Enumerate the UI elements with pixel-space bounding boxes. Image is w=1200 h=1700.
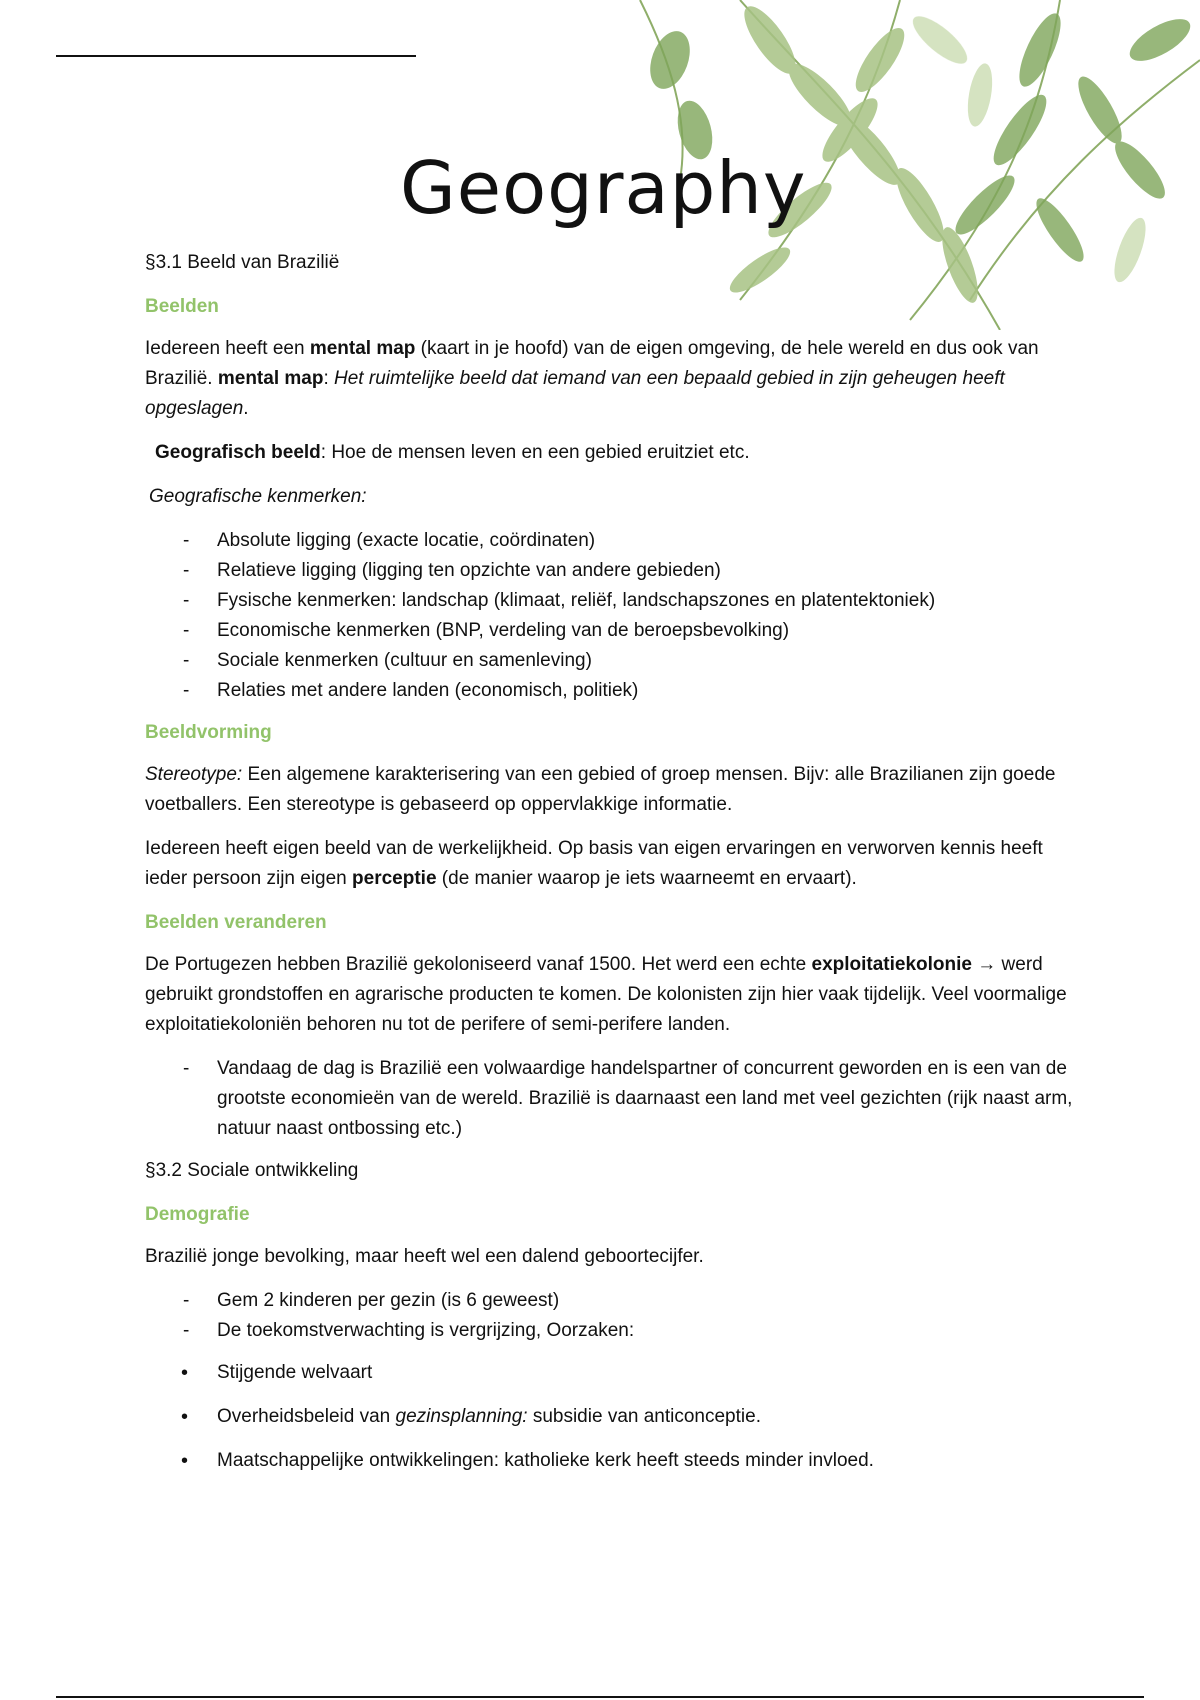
term-perceptie: perceptie (352, 868, 437, 889)
page-title: Geography (400, 146, 807, 230)
list-item: - Vandaag de dag is Brazilië een volwaardige handelspartner of concurrent geworden en is een van de grootste economieën van de wereld. Brazilië is daarnaast een land met veel gezichten (rijk naast arm, natuur naast ontbossing etc.) (145, 1054, 1075, 1144)
list-item: - De toekomstverwachting is vergrijzing, Oorzaken: (145, 1316, 1075, 1346)
term-gezinsplanning: gezinsplanning: (395, 1406, 528, 1427)
text-fragment: Een algemene karakterisering van een gebied of groep mensen. Bijv: alle Brazilianen zijn goede voetballers. Een stereotype is gebaseerd op oppervlakkige informatie. (145, 764, 1056, 815)
veranderen-list (145, 1054, 1075, 1144)
text-fragment: (de manier waarop je iets waarneemt en ervaart). (436, 868, 857, 889)
text-fragment: → werd gebruikt grondstoffen en agrarische producten te komen. De kolonisten zijn hier vaak tijdelijk. Veel voormalige exploitatiekoloniën behoren nu tot de perifere of semi-perifere landen. (145, 954, 1067, 1035)
text-fragment: Overheidsbeleid van (217, 1406, 396, 1427)
paragraph-stereotype (145, 760, 1075, 820)
list-item: - Relatieve ligging (ligging ten opzichte van andere gebieden) (145, 556, 1075, 586)
term-exploitatiekolonie: exploitatiekolonie (811, 954, 972, 975)
paragraph-perceptie (145, 834, 1075, 894)
paragraph-demografie: Brazilië jonge bevolking, maar heeft wel een dalend geboortecijfer. (145, 1246, 704, 1267)
list-item: • Maatschappelijke ontwikkelingen: katholieke kerk heeft steeds minder invloed. (145, 1446, 1075, 1476)
list-item (145, 1402, 1075, 1432)
demografie-list (145, 1286, 1075, 1346)
text-fragment: Iedereen heeft eigen beeld van de werkelijkheid. Op basis van eigen ervaringen en verworven kennis heeft ieder persoon zijn eigen (145, 838, 1043, 889)
definition-mental-map: Het ruimtelijke beeld dat iemand van een bepaald gebied in zijn geheugen heeft opgeslagen (145, 368, 1005, 419)
list-item: - Relaties met andere landen (economisch, politiek) (145, 676, 1075, 706)
oorzaken-list (145, 1358, 1075, 1476)
paragraph-mental-map (145, 334, 1075, 424)
paragraph-geografisch-beeld (145, 438, 1075, 468)
paragraph-portugezen (145, 950, 1075, 1040)
document-body (145, 248, 1075, 1490)
subheading-beeldvorming: Beeldvorming (145, 722, 272, 743)
list-item: - Absolute ligging (exacte locatie, coördinaten) (145, 526, 1075, 556)
text-fragment: : Hoe de mensen leven en een gebied eruitziet etc. (320, 442, 750, 463)
text-fragment: : (323, 368, 335, 389)
term-mental-map: mental map (217, 368, 324, 389)
text-fragment: Iedereen heeft een (145, 338, 310, 359)
section-heading-3-1: §3.1 Beeld van Brazilië (145, 252, 340, 273)
text-fragment: subsidie van anticonceptie. (527, 1406, 761, 1427)
list-item: - Economische kenmerken (BNP, verdeling van de beroepsbevolking) (145, 616, 1075, 646)
list-item: • Stijgende welvaart (145, 1358, 1075, 1388)
term-stereotype: Stereotype: (145, 764, 243, 785)
list-item: - Fysische kenmerken: landschap (klimaat, reliëf, landschapszones en platentektoniek) (145, 586, 1075, 616)
subheading-demografie: Demografie (145, 1204, 250, 1225)
subheading-beelden-veranderen: Beelden veranderen (145, 912, 327, 933)
text-fragment: . (243, 398, 249, 419)
list-item: - Sociale kenmerken (cultuur en samenleving) (145, 646, 1075, 676)
footer-rule (56, 1696, 1144, 1698)
kenmerken-list (145, 526, 1075, 706)
text-fragment: (kaart in je hoofd) van de eigen omgeving, de hele wereld en dus ook van Brazilië. (145, 338, 1039, 389)
list-item: - Gem 2 kinderen per gezin (is 6 geweest) (145, 1286, 1075, 1316)
subheading-beelden: Beelden (145, 296, 219, 317)
text-kenmerken: Geografische kenmerken: (149, 486, 367, 507)
paragraph-kenmerken (145, 482, 1075, 512)
header-rule (56, 55, 416, 57)
section-heading-3-2: §3.2 Sociale ontwikkeling (145, 1160, 359, 1181)
term-geografisch-beeld: Geografisch beeld (155, 442, 321, 463)
text-fragment: De Portugezen hebben Brazilië gekoloniseerd vanaf 1500. Het werd een echte (145, 954, 812, 975)
term-mental-map: mental map (309, 338, 416, 359)
